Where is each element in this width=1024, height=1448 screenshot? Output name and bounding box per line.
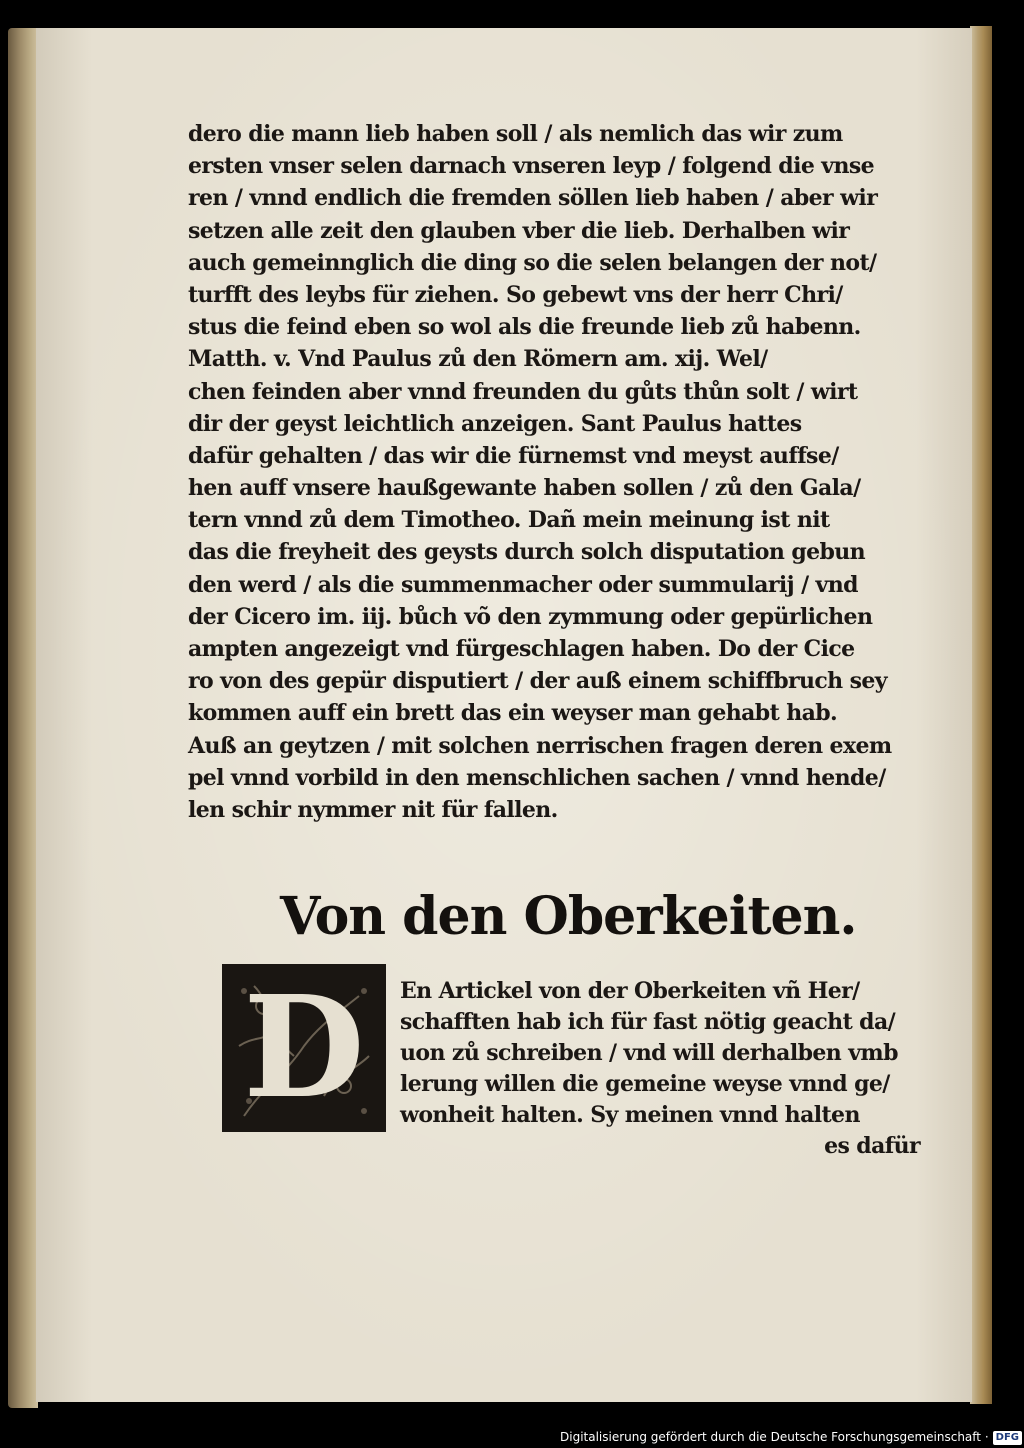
- section-heading: Von den Oberkeiten.: [280, 886, 857, 947]
- text-line: setzen alle zeit den glauben vber die lieb. Derhalben wir: [188, 217, 850, 244]
- text-line: das die freyheit des geysts durch solch disputation gebun: [188, 539, 866, 566]
- text-line: der Cicero im. iij. bůch võ den zymmung oder gepürlichen: [188, 603, 873, 630]
- text-line: ampten angezeigt vnd fürgeschlagen haben. Do der Cice: [188, 636, 855, 662]
- text-line: ro von des gepür disputiert / der auß einem schiffbruch sey: [188, 668, 887, 695]
- text-line: pel vnnd vorbild in den menschlichen sachen / vnnd hende/: [188, 764, 886, 791]
- paragraph-line: lerung willen die gemeine weyse vnnd ge/: [400, 1071, 890, 1097]
- credit-text: Digitalisierung gefördert durch die Deutsche Forschungsgemeinschaft ·: [560, 1430, 989, 1444]
- footer-credit: [560, 1426, 1019, 1448]
- text-line: len schir nymmer nit für fallen.: [188, 796, 558, 823]
- text-line: chen feinden aber vnnd freunden du gůts thůn solt / wirt: [188, 378, 858, 405]
- text-line: stus die feind eben so wol als die freunde lieb zů habenn.: [188, 314, 861, 341]
- text-line: tern vnnd zů dem Timotheo. Dañ mein meinung ist nit: [188, 507, 830, 534]
- dfg-logo: DFG: [993, 1431, 1022, 1445]
- paragraph-line: uon zů schreiben / vnd will derhalben vmb: [400, 1040, 898, 1066]
- text-line: hen auff vnsere haußgewante haben sollen / zů den Gala/: [188, 475, 861, 502]
- paragraph-line: wonheit halten. Sy meinen vnnd halten: [400, 1102, 860, 1128]
- decorated-initial: [222, 964, 386, 1132]
- catchword: es dafür: [824, 1133, 920, 1159]
- paragraph-line: En Artickel von der Oberkeiten vñ Her/: [400, 978, 860, 1004]
- text-line: dero die mann lieb haben soll / als nemlich das wir zum: [188, 121, 843, 147]
- initial-letter: D: [243, 966, 365, 1130]
- paragraph-line: schafften hab ich für fast nötig geacht da/: [400, 1009, 896, 1035]
- text-line: Matth. v. Vnd Paulus zů den Römern am. xij. Wel/: [188, 346, 768, 373]
- text-line: turfft des leybs für ziehen. So gebewt vns der herr Chri/: [188, 281, 843, 308]
- text-line: kommen auff ein brett das ein weyser man gehabt hab.: [188, 700, 838, 727]
- text-line: ersten vnser selen darnach vnseren leyp / folgend die vnse: [188, 153, 875, 180]
- text-line: dafür gehalten / das wir die fürnemst vnd meyst auffse/: [188, 442, 839, 469]
- text-line: ren / vnnd endlich die fremden söllen lieb haben / aber wir: [188, 185, 878, 212]
- body-text: [188, 118, 908, 826]
- text-line: Auß an geytzen / mit solchen nerrischen fragen deren exem: [188, 732, 892, 759]
- section-paragraph: [400, 976, 920, 1162]
- book-edge-left: [8, 28, 38, 1408]
- book-edge-right: [970, 26, 992, 1404]
- text-line: dir der geyst leichtlich anzeigen. Sant Paulus hattes: [188, 410, 802, 437]
- text-line: den werd / als die summenmacher oder summularij / vnd: [188, 571, 858, 598]
- text-line: auch gemeinnglich die ding so die selen belangen der not/: [188, 249, 877, 276]
